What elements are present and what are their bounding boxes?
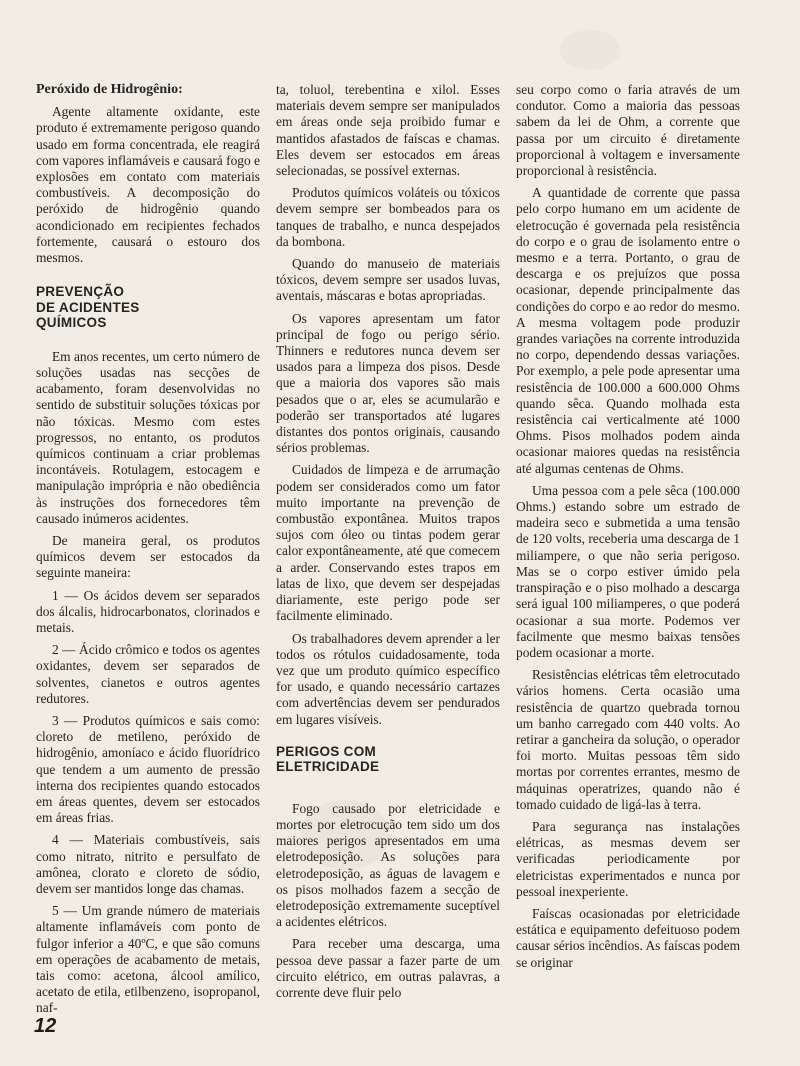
- paragraph: Cuidados de limpeza e de arrumação podem ser considerados como um fator muito importante na prevenção de combustão expontânea. Muitos trapos sujos com óleo ou tintas podem gerar calor expontâneamente, até que comecem a arder. Conservando estes trapos em latas de lixo, que devem ser despejadas diariamente, este perigo pode ser facilmente eliminado.: [276, 462, 500, 624]
- list-item: 2 — Ácido crômico e todos os agentes oxidantes, devem ser separados de solventes, cianetos e outros agentes redutores.: [36, 642, 260, 706]
- text-column-3: [516, 82, 740, 977]
- list-item: 4 — Materiais combustíveis, sais como nitrato, nitrito e persulfato de amônea, clorato e cloreto de sódio, devem ser mantidos longe das chamas.: [36, 832, 260, 897]
- list-item: 5 — Um grande número de materiais altamente inflamáveis com ponto de fulgor inferior a 40ºC, e que são comuns em operações de acabamento de metais, tais como: acetona, álcool amílico, acetato de etila, etilbenzeno, isopropanol, naf-: [36, 903, 260, 1016]
- paragraph: Quando do manuseio de materiais tóxicos, devem sempre ser usados luvas, aventais, máscaras e botas apropriadas.: [276, 256, 500, 304]
- paragraph: De maneira geral, os produtos químicos devem ser estocados da seguinte maneira:: [36, 532, 260, 581]
- paragraph: Resistências elétricas têm eletrocutado vários homens. Certa ocasião uma resistência de quartzo quebrada tornou um banho carregado com 440 volts. Ao retirar a gancheira da solução, o operador foi morto. Muitas pessoas têm sido mortas por correntes errantes, mesmo de máquinas operatrizes, quando não é tomado cuidado de ligá-las à terra.: [516, 667, 740, 812]
- paragraph: ta, toluol, terebentina e xilol. Esses materiais devem sempre ser manipulados em áreas onde seja proibido fumar e mantidos afastados de faíscas e chamas. Eles devem ser estocados em áreas selecionadas, se possível externas.: [276, 82, 500, 179]
- paragraph: Para segurança nas instalações elétricas, as mesmas devem ser verificadas periodicamente por eletricistas experimentados e nunca por pessoal inexperiente.: [516, 818, 740, 899]
- paragraph: A quantidade de corrente que passa pelo corpo humano em um acidente de eletrocução é governada pela resistência do corpo e o grau de isolamento entre o mesmo e a terra. Portanto, o grau de descarga e os prejuízos que possa ocasionar, depende principalmente das condições do corpo e ao redor do mesmo. A mesma voltagem pode produzir grandes variações na corrente introduzida no corpo, dependendo dessas variações. Por exemplo, a pele pode apresentar uma resistência de 100.000 a 600.000 Ohms quando sêca. Quando molhada esta resistência cai verticalmente até 1000 Ohms. Pisos molhados podem ainda ocasionar maiores quedas na resistência até algumas centenas de Ohms.: [516, 185, 740, 476]
- paragraph: Em anos recentes, um certo número de soluções usadas nas secções de acabamento, foram desenvolvidas no sentido de substituir soluções tóxicas por não tóxicas. Mesmo com estes progressos, no entanto, os produtos químicos continuam a criar problemas incontáveis. Rotulagem, estocagem e manipulação imprópria e não obediência às instruções dos fornecedores têm causado inúmeros acidentes.: [36, 348, 260, 526]
- subheading: Peróxido de Hidrogênio:: [36, 82, 183, 97]
- paper-stain: [560, 30, 620, 70]
- text-column-1: [36, 82, 260, 1023]
- paragraph: Uma pessoa com a pele sêca (100.000 Ohms.) estando sobre um estrado de madeira seco e submetida a uma tensão de 120 volts, receberia uma descarga de 1 miliampere, o que não seria perigoso. Mas se o corpo estiver úmido pela transpiração e o piso molhado a descarga será igual 100 miliamperes, o que poderá ocasionar a sua morte. Podemos ver facilmente que mesmo baixas tensões podem ocasionar a morte.: [516, 482, 740, 660]
- paragraph: seu corpo como o faria através de um condutor. Como a maioria das pessoas sabem da lei de Ohm, a corrente que passa por um circuito é diretamente proporcional à voltagem e inversamente proporcional à resistência.: [516, 82, 740, 179]
- paragraph: Produtos químicos voláteis ou tóxicos devem sempre ser bombeados para os tanques de trabalho, e nunca despejados da bombona.: [276, 185, 500, 249]
- section-heading: PERIGOS COM ELETRICIDADE: [276, 743, 380, 775]
- paragraph: Os trabalhadores devem aprender a ler todos os rótulos cuidadosamente, toda vez que um produto químico específico for usado, e quando necessário cartazes com advertências devem ser pendurados em lugares visíveis.: [276, 630, 500, 727]
- paragraph: Agente altamente oxidante, este produto é extremamente perigoso quando usado em forma concentrada, ele reagirá com vapores inflamáveis e causará fogo e explosões em contato com materiais combustíveis. A decomposição do peróxido de hidrogênio quando acondicionado em recipientes fechados fortemente, causará o estouro dos mesmos.: [36, 104, 260, 266]
- list-item: 1 — Os ácidos devem ser separados dos álcalis, hidrocarbonatos, clorinados e metais.: [36, 587, 260, 635]
- paragraph: Os vapores apresentam um fator principal de fogo ou perigo sério. Thinners e redutores nunca devem ser usados para a limpeza dos pisos. Desde que a maioria dos vapores são mais pesados que o ar, eles se acumularão e poderão ser transportados até lugares distantes dos pontos originais, causando sérios problemas.: [276, 310, 500, 456]
- paragraph: Para receber uma descarga, uma pessoa deve passar a fazer parte de um circuito elétrico, em outras palavras, a corrente deve fluir pelo: [276, 936, 500, 1000]
- text-column-2: [276, 82, 500, 1007]
- page-number: 12: [34, 1015, 57, 1037]
- section-heading: PREVENÇÃO DE ACIDENTES QUÍMICOS: [36, 284, 140, 331]
- paragraph: Fogo causado por eletricidade e mortes por eletrocução tem sido um dos maiores perigos apresentados em uma eletrodeposição. As soluções para eletrodeposição, as águas de lavagem e os pisos molhados fazem a secção de eletrodeposição extremamente suceptível a acidentes elétricos.: [276, 800, 500, 930]
- paragraph: Faíscas ocasionadas por eletricidade estática e equipamento defeituoso podem causar sérios incêndios. As faíscas podem se originar: [516, 905, 740, 970]
- list-item: 3 — Produtos químicos e sais como: cloreto de metileno, peróxido de hidrogênio, amoníaco e ácido fluorídrico que tendem a um aumento de pressão interna dos recipientes quando estocados em áreas quentes, devem ser estocados em áreas frias.: [36, 713, 260, 826]
